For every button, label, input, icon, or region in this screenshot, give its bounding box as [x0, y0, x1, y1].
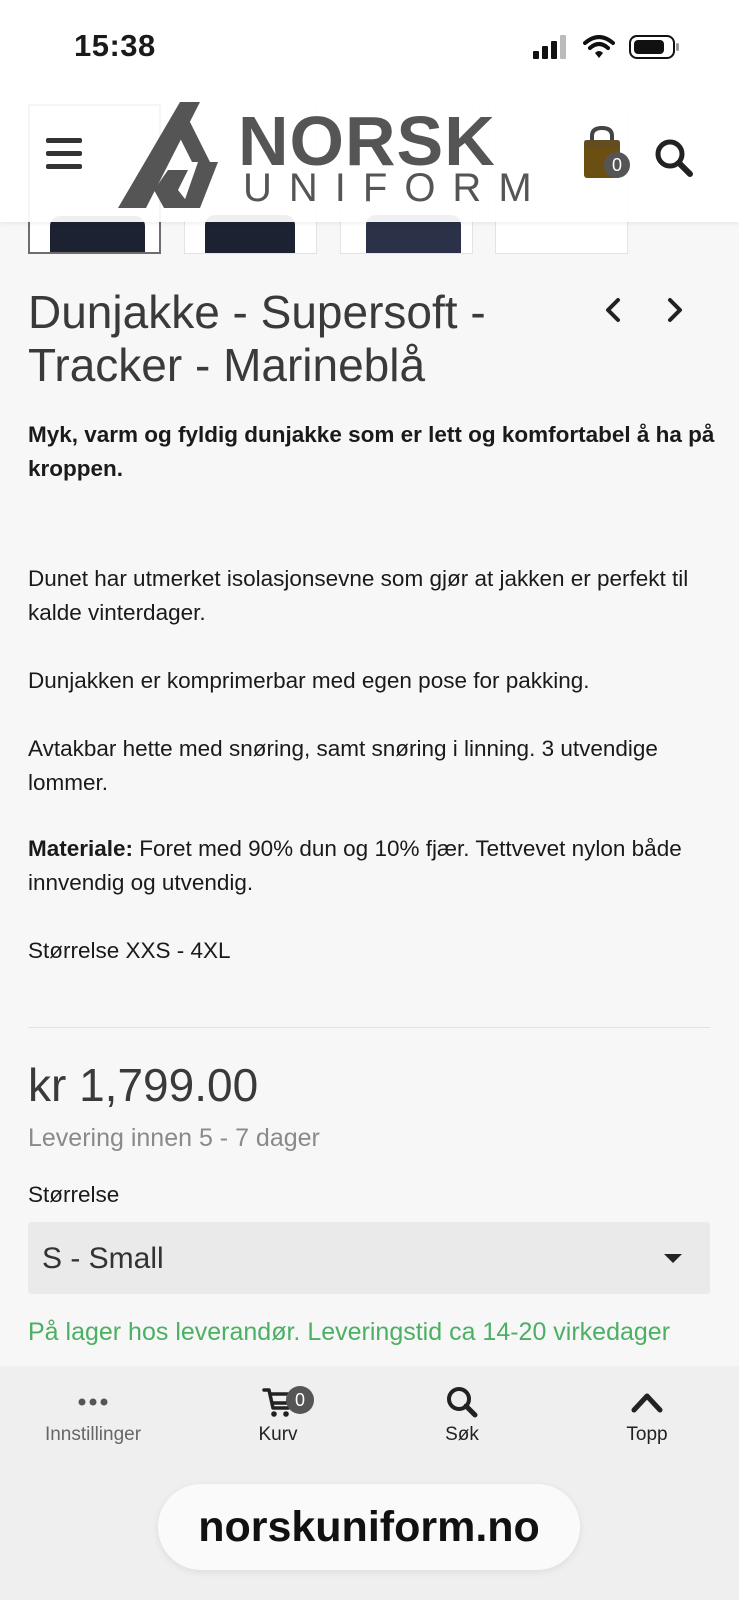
size-range-text: Størrelse XXS - 4XL [28, 938, 231, 963]
bottom-navigation [0, 1366, 739, 1600]
cellular-signal-icon [533, 35, 569, 59]
logo-text-norsk: NORSK [238, 102, 496, 180]
chevron-right-icon [662, 296, 686, 324]
description-paragraph: Dunet har utmerket isolasjonsevne som gjør at jakken er perfekt til kalde vinterdager. [28, 566, 689, 625]
stock-status: På lager hos leverandør. Leveringstid ca 14-20 virkedager [28, 1318, 671, 1346]
status-icons [533, 34, 681, 60]
status-bar [0, 0, 739, 98]
header-search-button[interactable] [654, 138, 694, 178]
previous-product-button[interactable] [602, 296, 626, 324]
chevron-up-icon [630, 1390, 664, 1414]
tab-cart[interactable] [208, 1384, 348, 1446]
tab-search-label: Søk [445, 1424, 479, 1445]
tab-cart-count: 0 [286, 1386, 314, 1414]
search-icon [654, 138, 694, 178]
divider [28, 1027, 710, 1028]
product-price: kr 1,799.00 [28, 1059, 259, 1111]
tab-cart-label: Kurv [258, 1424, 298, 1445]
material-label: Materiale: [28, 836, 134, 861]
next-product-button[interactable] [662, 296, 686, 324]
chevron-left-icon [602, 296, 626, 324]
caret-down-icon [664, 1254, 682, 1263]
product-nav [602, 296, 686, 324]
size-label: Størrelse [28, 1182, 120, 1207]
tab-top[interactable] [577, 1384, 717, 1446]
header-cart-count: 0 [604, 152, 630, 178]
more-dots-icon [78, 1397, 108, 1407]
delivery-time: Levering innen 5 - 7 dager [28, 1124, 320, 1152]
size-select[interactable] [28, 1222, 710, 1294]
description-paragraph: Avtakbar hette med snøring, samt snøring i linning. 3 utvendige lommer. [28, 736, 658, 795]
material-paragraph [28, 832, 708, 900]
description-paragraph: Dunjakken er komprimerbar med egen pose for pakking. [28, 668, 590, 693]
tab-top-label: Topp [626, 1424, 668, 1445]
tab-search[interactable] [392, 1384, 532, 1446]
tab-settings[interactable] [23, 1384, 163, 1446]
size-select-value: S - Small [42, 1242, 164, 1275]
menu-button[interactable] [46, 138, 82, 170]
search-icon [446, 1386, 478, 1418]
battery-icon [629, 34, 681, 60]
product-title: Dunjakke - Supersoft - Tracker - Marineblå [28, 286, 486, 391]
status-time: 15:38 [74, 28, 156, 63]
material-text: Foret med 90% dun og 10% fjær. Tettvevet nylon både innvendig og utvendig. [28, 836, 682, 895]
address-bar[interactable]: norskuniform.no [158, 1484, 580, 1570]
site-logo[interactable] [118, 100, 558, 212]
tab-settings-label: Innstillinger [44, 1424, 142, 1445]
logo-mark-icon [118, 100, 238, 212]
wifi-icon [583, 35, 615, 59]
product-intro: Myk, varm og fyldig dunjakke som er lett og komfortabel å ha på kroppen. [28, 422, 715, 481]
header-cart-button[interactable] [582, 126, 630, 182]
logo-text-uniform: UNIFORM [243, 166, 549, 210]
site-header [0, 98, 739, 222]
